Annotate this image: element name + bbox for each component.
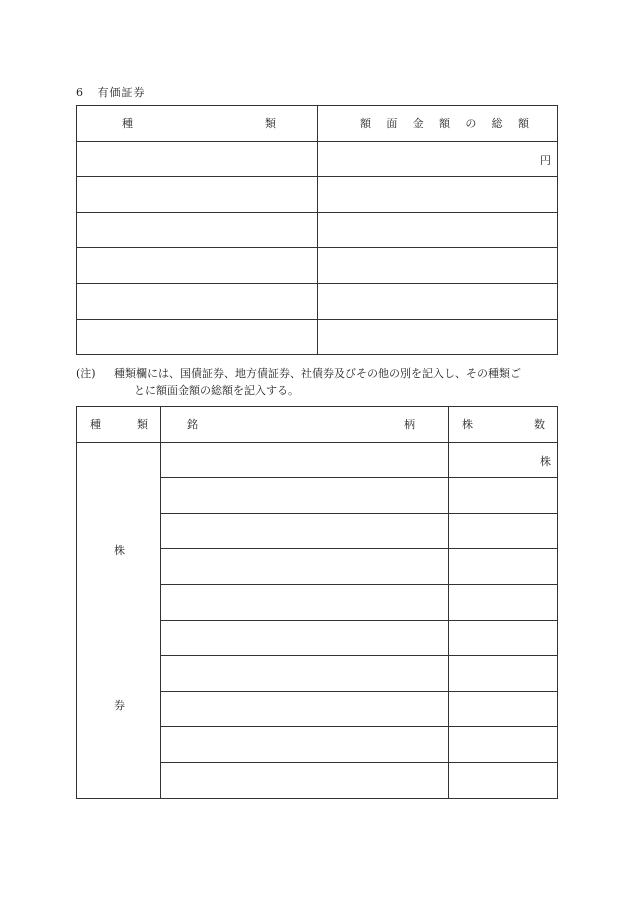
unit-yen: 円 <box>540 153 551 167</box>
amount-cell[interactable] <box>318 212 558 248</box>
amount-cell[interactable] <box>318 141 558 177</box>
kind-cell[interactable] <box>77 141 318 177</box>
section-number: 6 <box>76 86 84 99</box>
brand-cell[interactable] <box>161 478 449 514</box>
section-title-text: 有価証券 <box>97 86 146 99</box>
kind-cell[interactable] <box>77 248 318 284</box>
share-count-cell[interactable] <box>449 727 558 763</box>
table-row <box>77 212 558 248</box>
brand-cell[interactable] <box>161 584 449 620</box>
table-row <box>77 319 558 355</box>
share-count-cell[interactable] <box>449 478 558 514</box>
share-count-cell[interactable] <box>449 620 558 656</box>
table-row <box>77 442 558 478</box>
header-kind: 種 類 <box>77 106 318 142</box>
share-count-cell[interactable] <box>449 549 558 585</box>
amount-cell[interactable] <box>318 177 558 213</box>
share-count-cell[interactable] <box>449 584 558 620</box>
kind-label-1: 株 <box>114 543 125 557</box>
kind-stock-cell <box>77 442 161 798</box>
amount-cell[interactable] <box>318 248 558 284</box>
brand-cell[interactable] <box>161 727 449 763</box>
share-count-cell[interactable] <box>449 762 558 798</box>
header-share-count: 株 数 <box>449 407 558 443</box>
amount-cell[interactable] <box>318 283 558 319</box>
share-count-cell[interactable] <box>449 442 558 478</box>
stock-table-header <box>77 407 558 443</box>
header-face-amount-total: 額 面 金 額 の 総 額 <box>318 106 558 142</box>
unit-shares: 株 <box>540 454 551 468</box>
share-count-cell[interactable] <box>449 691 558 727</box>
stock-table <box>76 406 558 799</box>
share-count-cell[interactable] <box>449 656 558 692</box>
note-label: (注) <box>76 367 96 380</box>
brand-cell[interactable] <box>161 442 449 478</box>
table-row <box>77 177 558 213</box>
note-line-1: 種類欄には、国債証券、地方債証券、社債券及びその他の別を記入し、その種類ご <box>114 367 521 380</box>
kind-cell[interactable] <box>77 283 318 319</box>
brand-cell[interactable] <box>161 620 449 656</box>
header-kind: 種 類 <box>77 407 161 443</box>
note-line-2: とに額面金額の総額を記入する。 <box>134 384 299 397</box>
brand-cell[interactable] <box>161 656 449 692</box>
brand-cell[interactable] <box>161 762 449 798</box>
section-title <box>76 84 146 100</box>
kind-cell[interactable] <box>77 212 318 248</box>
brand-cell[interactable] <box>161 691 449 727</box>
kind-cell[interactable] <box>77 319 318 355</box>
header-brand: 銘 柄 <box>161 407 449 443</box>
securities-table-header <box>77 106 558 142</box>
kind-cell[interactable] <box>77 177 318 213</box>
amount-cell[interactable] <box>318 319 558 355</box>
brand-cell[interactable] <box>161 549 449 585</box>
brand-cell[interactable] <box>161 513 449 549</box>
kind-label-2: 券 <box>114 698 125 712</box>
table-row <box>77 141 558 177</box>
note <box>76 365 566 399</box>
securities-table <box>76 105 558 355</box>
share-count-cell[interactable] <box>449 513 558 549</box>
table-row <box>77 248 558 284</box>
table-row <box>77 283 558 319</box>
